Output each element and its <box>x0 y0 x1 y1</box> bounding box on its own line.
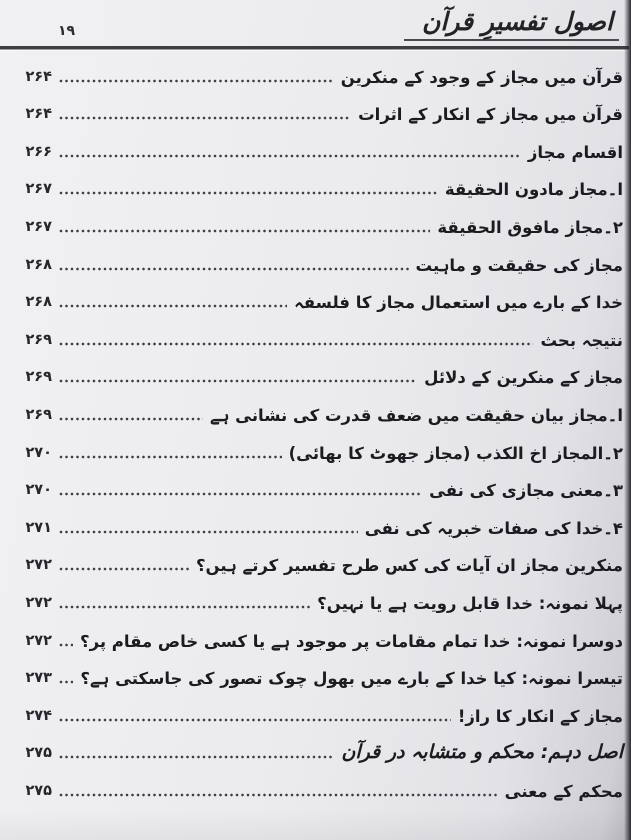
dotted-leader <box>59 353 417 391</box>
toc-row <box>14 766 623 804</box>
toc-entry-label: ۴۔خدا کی صفات خبریہ کی نفی <box>364 518 623 538</box>
toc-list <box>14 52 623 804</box>
toc-row <box>14 578 623 616</box>
toc-entry-label: مجاز کے انکار کا راز! <box>457 706 623 726</box>
toc-row <box>14 503 623 541</box>
toc-entry-label: ۲۔مجاز مافوق الحقیقة <box>437 217 623 237</box>
toc-entry-label: قرآن میں مجاز کے وجود کے منکرین <box>340 67 623 87</box>
toc-row <box>14 616 623 654</box>
toc-row <box>14 428 623 466</box>
toc-row <box>14 90 623 128</box>
toc-entry-label: پہلا نمونہ: خدا قابل رویت ہے یا نہیں؟ <box>317 593 623 613</box>
toc-page-number: ۲۶۶ <box>25 143 52 160</box>
toc-page-number: ۲۷۱ <box>25 519 52 536</box>
toc-page-number: ۲۷۵ <box>25 745 52 762</box>
dotted-leader <box>59 127 521 165</box>
dotted-leader <box>59 428 282 466</box>
toc-page-number: ۲۶۴ <box>25 106 52 123</box>
book-title: اصول تفسیرِ قرآن <box>404 7 619 41</box>
toc-row <box>14 240 623 278</box>
toc-page-number: ۲۷۲ <box>25 594 52 611</box>
toc-page-number: ۲۷۲ <box>25 557 52 574</box>
toc-entry-label: دوسرا نمونہ: خدا تمام مقامات پر موجود ہے یا کسی خاص مقام پر؟ <box>80 631 623 651</box>
dotted-leader <box>59 240 409 278</box>
toc-entry-label: اصل دہم: محکم و متشابہ در قرآن <box>341 741 623 764</box>
header-rule <box>0 46 629 50</box>
toc-entry-label: منکرین مجاز ان آیات کی کس طرح تفسیر کرتے ہیں؟ <box>195 556 623 576</box>
dotted-leader <box>59 466 422 504</box>
toc-page-number: ۲۷۲ <box>25 632 52 649</box>
toc-entry-label: محکم کے معنی <box>504 781 623 801</box>
dotted-leader <box>59 541 189 579</box>
toc-page-number: ۲۷۰ <box>25 444 52 461</box>
toc-entry-label: خدا کے بارے میں استعمال مجاز کا فلسفہ <box>294 293 623 313</box>
toc-page-number: ۲۶۷ <box>25 218 52 235</box>
dotted-leader <box>59 503 358 541</box>
dotted-leader <box>59 390 203 428</box>
toc-page-number: ۲۶۹ <box>25 406 52 423</box>
dotted-leader <box>59 729 334 767</box>
toc-row <box>14 729 623 767</box>
toc-row <box>14 654 623 692</box>
toc-row <box>14 165 623 203</box>
dotted-leader <box>59 654 73 692</box>
toc-page-number: ۲۶۹ <box>25 369 52 386</box>
toc-page-number: ۲۶۷ <box>25 181 52 198</box>
toc-row <box>14 466 623 504</box>
toc-row <box>14 390 623 428</box>
toc-entry-label: مجاز کی حقیقت و ماہیت <box>415 255 623 275</box>
toc-row <box>14 691 623 729</box>
toc-entry-label: ۲۔المجاز اخ الکذب (مجاز جھوٹ کا بھائی) <box>288 443 623 463</box>
toc-row <box>14 353 623 391</box>
toc-row <box>14 315 623 353</box>
toc-entry-label: ۳۔معنی مجازی کی نفی <box>429 481 623 501</box>
dotted-leader <box>59 165 438 203</box>
page-number: ۱۹ <box>58 23 76 39</box>
scan-smudge <box>0 810 631 840</box>
toc-page-number: ۲۷۴ <box>25 707 52 724</box>
dotted-leader <box>59 202 430 240</box>
toc-page-number: ۲۷۵ <box>25 782 52 799</box>
toc-entry-label: ا۔مجاز مادون الحقیقة <box>444 180 623 200</box>
toc-row <box>14 202 623 240</box>
dotted-leader <box>59 766 498 804</box>
toc-page-number: ۲۶۸ <box>25 256 52 273</box>
dotted-leader <box>59 52 334 90</box>
dotted-leader <box>59 315 533 353</box>
dotted-leader <box>59 616 73 654</box>
toc-page-number: ۲۷۳ <box>25 670 52 687</box>
toc-page-number: ۲۶۸ <box>25 294 52 311</box>
toc-entry-label: اقسام مجاز <box>527 142 623 162</box>
toc-row <box>14 52 623 90</box>
toc-entry-label: مجاز کے منکرین کے دلائل <box>424 368 623 388</box>
dotted-leader <box>59 691 451 729</box>
dotted-leader <box>59 90 351 128</box>
scanned-book-edge <box>624 0 631 840</box>
toc-page-number: ۲۶۴ <box>25 68 52 85</box>
toc-entry-label: تیسرا نمونہ: کیا خدا کے بارے میں بھول چوک تصور کی جاسکتی ہے؟ <box>80 669 623 689</box>
toc-page-number: ۲۶۹ <box>25 331 52 348</box>
toc-row <box>14 127 623 165</box>
dotted-leader <box>59 278 287 316</box>
dotted-leader <box>59 578 310 616</box>
page-header <box>0 0 631 52</box>
toc-page-number: ۲۷۰ <box>25 482 52 499</box>
toc-entry-label: قرآن میں مجاز کے انکار کے اثرات <box>358 105 623 125</box>
toc-row <box>14 278 623 316</box>
toc-row <box>14 541 623 579</box>
toc-entry-label: نتیجہ بحث <box>540 330 623 350</box>
toc-entry-label: ا۔مجاز بیان حقیقت میں ضعف قدرت کی نشانی ہے <box>210 405 623 425</box>
